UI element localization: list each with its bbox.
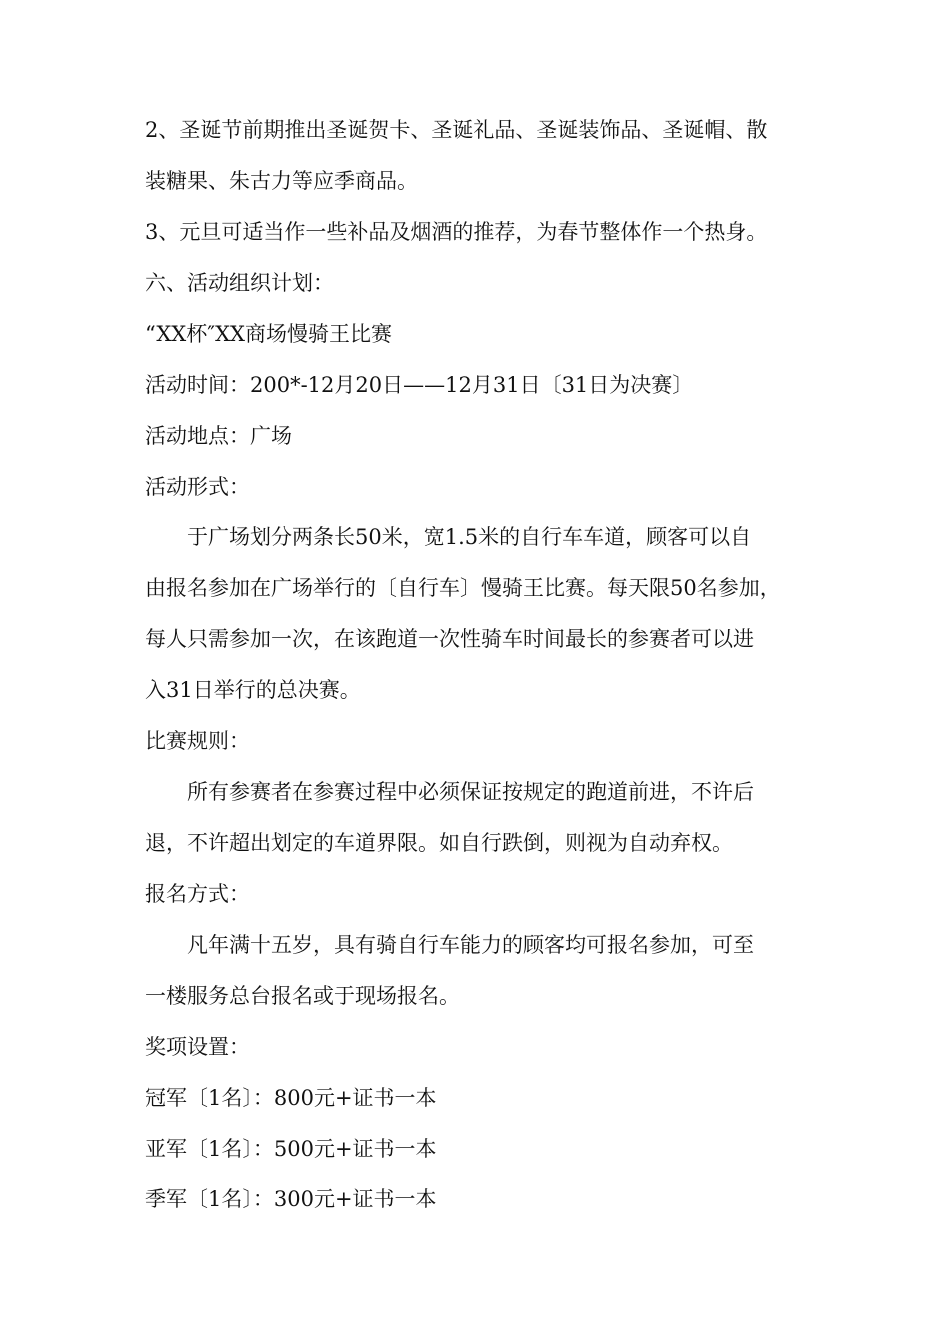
subheading-event-format: 活动形式： (145, 475, 250, 499)
paragraph-rules-line-1: 所有参赛者在参赛过程中必须保证按规定的跑道前进，不许后 (187, 780, 754, 804)
event-time: 活动时间：200*-12月20日——12月31日〔31日为决赛〕 (145, 373, 694, 397)
paragraph-format-line-4: 入31日举行的总决赛。 (145, 678, 361, 702)
event-location: 活动地点：广场 (145, 424, 292, 448)
event-title: “XX杯″XX商场慢骑王比赛 (145, 322, 392, 346)
paragraph-registration-line-2: 一楼服务总台报名或于现场报名。 (145, 984, 460, 1008)
paragraph-rules-line-2: 退，不许超出划定的车道界限。如自行跌倒，则视为自动弃权。 (145, 831, 733, 855)
subheading-rules: 比赛规则： (145, 729, 250, 753)
award-third-place: 季军〔1名〕：300元+证书一本 (145, 1187, 437, 1211)
text-line-promo-christmas-2: 装糖果、朱古力等应季商品。 (145, 169, 418, 193)
paragraph-format-line-3: 每人只需参加一次，在该跑道一次性骑车时间最长的参赛者可以进 (145, 627, 754, 651)
paragraph-format-line-1: 于广场划分两条长50米，宽1.5米的自行车车道，顾客可以自 (187, 525, 752, 549)
paragraph-format-line-2: 由报名参加在广场举行的〔自行车〕慢骑王比赛。每天限50名参加， (145, 576, 781, 600)
text-line-promo-newyear: 3、元旦可适当作一些补品及烟酒的推荐，为春节整体作一个热身。 (145, 220, 768, 244)
paragraph-registration-line-1: 凡年满十五岁，具有骑自行车能力的顾客均可报名参加，可至 (187, 933, 754, 957)
subheading-awards: 奖项设置： (145, 1035, 250, 1059)
text-line-promo-christmas-1: 2、圣诞节前期推出圣诞贺卡、圣诞礼品、圣诞装饰品、圣诞帽、散 (145, 118, 768, 142)
award-second-place: 亚军〔1名〕：500元+证书一本 (145, 1137, 437, 1161)
section-heading-activity-plan: 六、活动组织计划： (145, 271, 334, 295)
award-first-place: 冠军〔1名〕：800元+证书一本 (145, 1086, 437, 1110)
subheading-registration: 报名方式： (145, 882, 250, 906)
